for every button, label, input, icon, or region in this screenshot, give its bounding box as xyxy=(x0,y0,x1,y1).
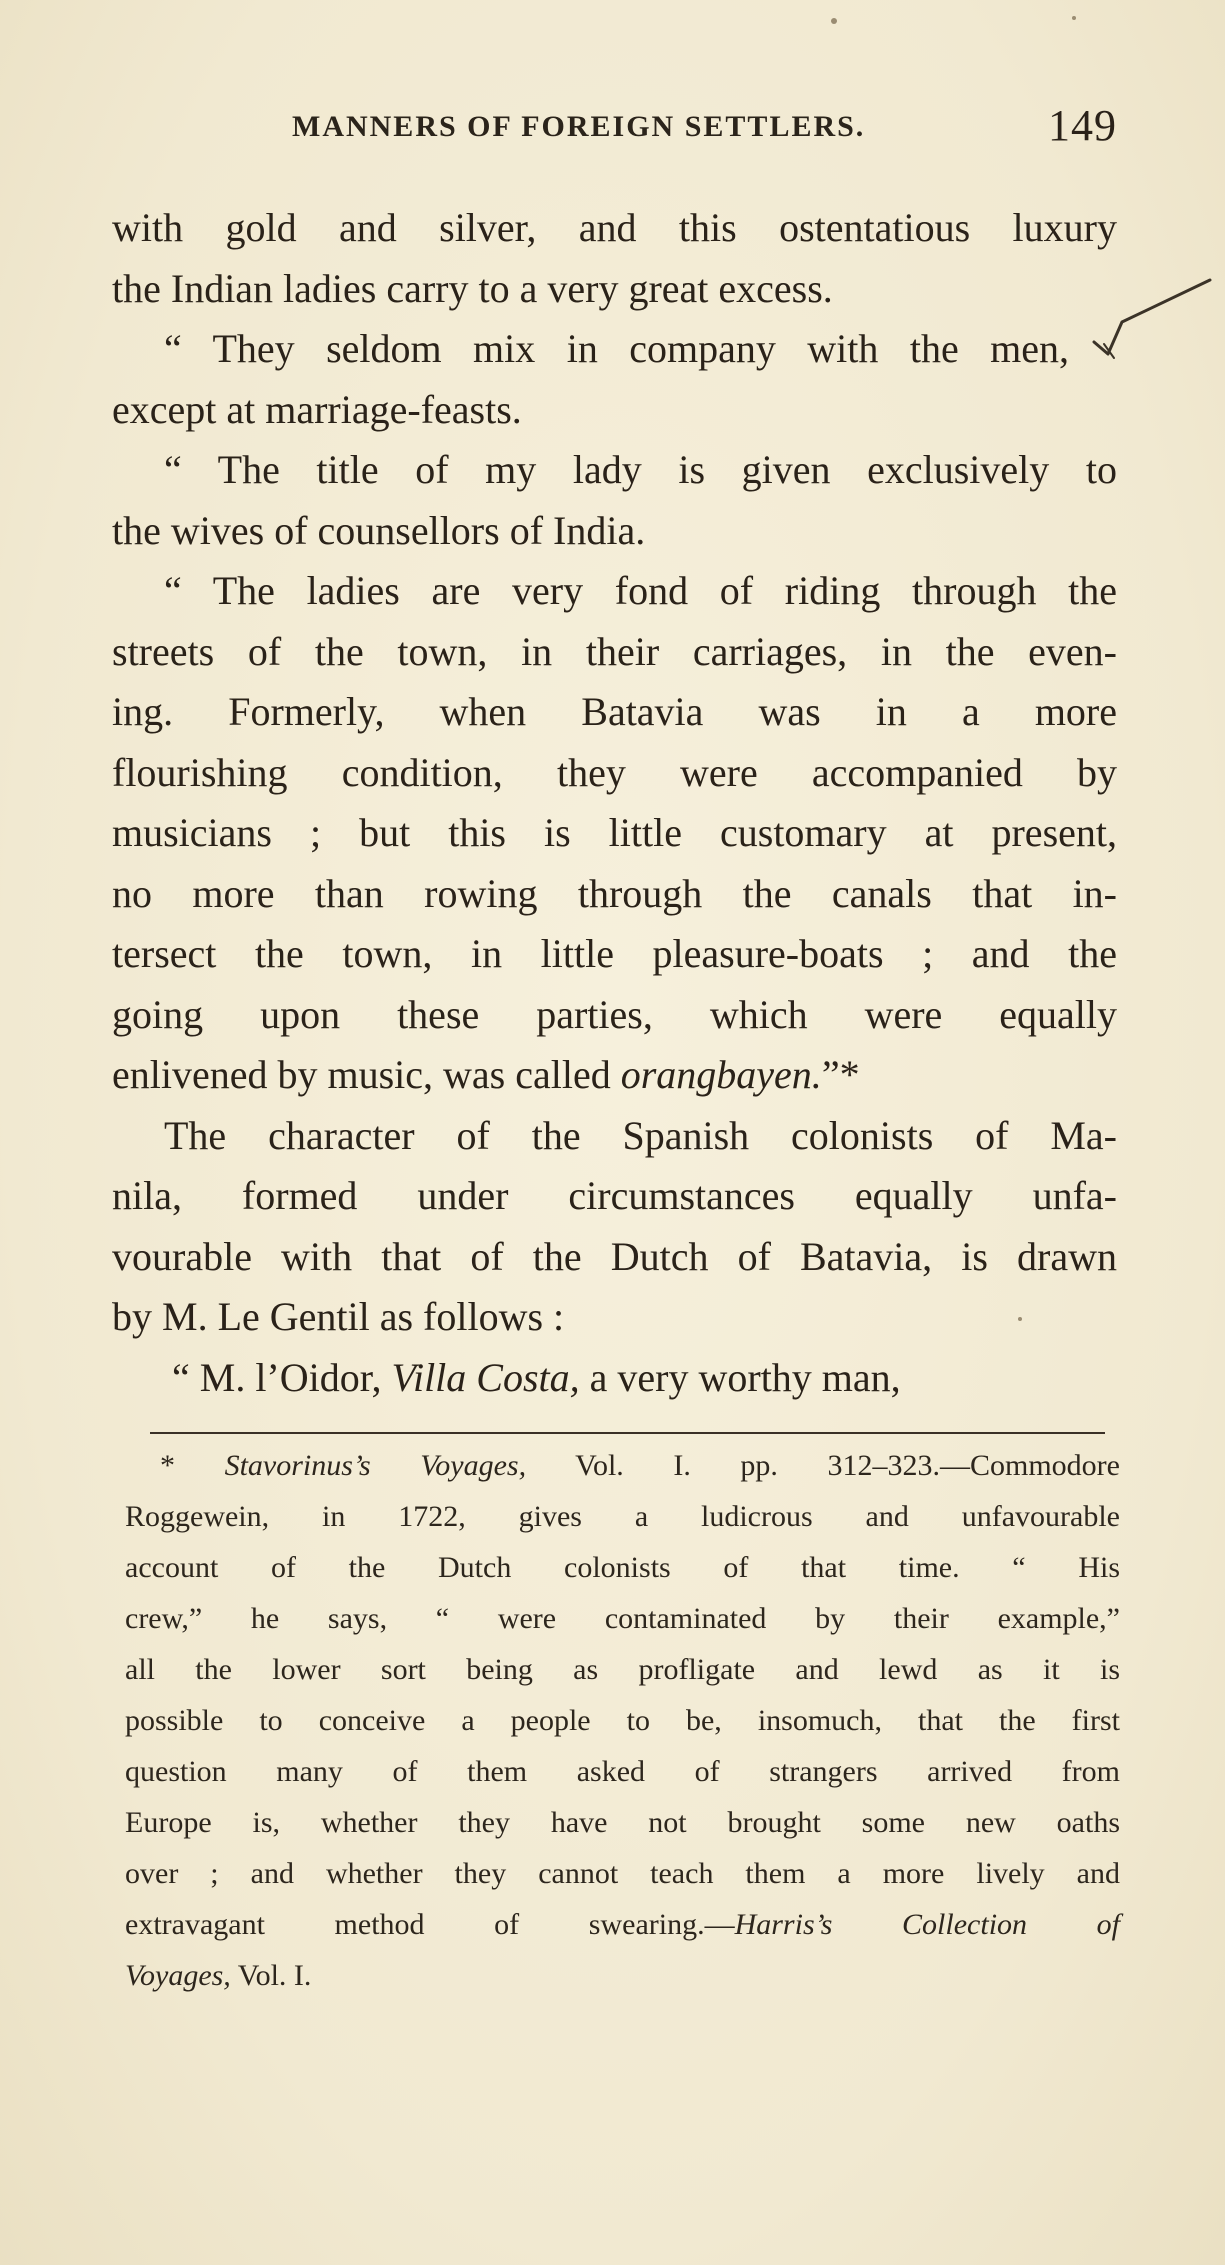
text-line: the wives of counsellors of India. xyxy=(112,507,646,553)
footnote-divider xyxy=(150,1432,1105,1434)
text-line: except at marriage-feasts. xyxy=(112,386,522,432)
footnote-line: possible to conceive a people to be, insomuch, that the first xyxy=(125,1704,1120,1737)
text-line: vourable with that of the Dutch of Batavia, is drawn xyxy=(112,1233,1117,1279)
footnote-line: Roggewein, in 1722, gives a ludicrous and unfavourable xyxy=(125,1500,1120,1533)
paper-speck xyxy=(831,18,837,24)
text-fragment: “ M. l’Oidor, xyxy=(172,1354,392,1400)
text-line: The character of the Spanish colonists of Ma- xyxy=(164,1112,1117,1158)
text-fragment: Vol. I. xyxy=(230,1959,312,1992)
footnote-line: crew,” he says, “ were contaminated by their example,” xyxy=(125,1602,1120,1635)
footnote-reference: ”* xyxy=(821,1052,860,1097)
text-line-orangbayen xyxy=(112,1045,1117,1106)
footnote-line: all the lower sort being as profligate and lewd as it is xyxy=(125,1653,1120,1686)
footnote-line: account of the Dutch colonists of that time. “ His xyxy=(125,1551,1120,1584)
text-line: with gold and silver, and this ostentatious luxury xyxy=(112,205,1117,250)
pencil-check-mark-icon xyxy=(1092,262,1212,382)
footnote-line xyxy=(125,1950,1120,2001)
page-number: 149 xyxy=(1048,101,1117,150)
text-line: nila, formed under circumstances equally unfa- xyxy=(112,1173,1117,1218)
footnote-line xyxy=(125,1899,1120,1950)
footnote-line: question many of them asked of strangers arrived from xyxy=(125,1755,1120,1788)
italic-term: orangbayen. xyxy=(620,1052,822,1097)
text-line: “ The ladies are very fond of riding through the xyxy=(164,568,1117,613)
text-fragment: extravagant method of swearing.— xyxy=(125,1908,735,1941)
italic-title: Voyages, xyxy=(125,1959,231,1992)
text-line-villa-costa xyxy=(112,1348,1117,1409)
text-fragment: enlivened by music, was called xyxy=(112,1052,621,1097)
paper-speck xyxy=(1018,1317,1022,1321)
running-head: MANNERS OF FOREIGN SETTLERS. xyxy=(292,110,866,143)
text-line: ing. Formerly, when Batavia was in a more xyxy=(112,689,1117,734)
text-line: going upon these parties, which were equally xyxy=(112,991,1117,1037)
text-line: the Indian ladies carry to a very great excess. xyxy=(112,265,833,311)
text-line: by M. Le Gentil as follows : xyxy=(112,1294,565,1339)
text-line: tersect the town, in little pleasure-boats ; and the xyxy=(112,931,1117,976)
italic-title: Harris’s Collection of xyxy=(734,1908,1120,1941)
footnote xyxy=(125,1440,1120,2001)
footnote-line: over ; and whether they cannot teach them a more lively and xyxy=(125,1857,1120,1890)
text-line: no more than rowing through the canals that in- xyxy=(112,870,1117,916)
text-line: musicians ; but this is little customary at present, xyxy=(112,810,1117,855)
main-text xyxy=(112,198,1117,1408)
footnote-marker: * xyxy=(160,1449,225,1482)
text-line: “ They seldom mix in company with the men, xyxy=(164,326,1069,371)
italic-name: Villa Costa, xyxy=(391,1354,580,1400)
italic-title: Stavorinus’s Voyages, xyxy=(224,1449,527,1482)
paper-speck xyxy=(1072,16,1076,20)
footnote-line xyxy=(125,1440,1120,1491)
text-line: “ The title of my lady is given exclusively to xyxy=(164,447,1117,492)
text-line: flourishing condition, they were accompanied by xyxy=(112,749,1117,795)
text-fragment: Vol. I. pp. 312–323.—Commodore xyxy=(526,1449,1120,1482)
page-header xyxy=(112,96,1117,156)
text-line: streets of the town, in their carriages, in the even- xyxy=(112,628,1117,674)
footnote-line: Europe is, whether they have not brought some new oaths xyxy=(125,1806,1120,1839)
text-fragment: a very worthy man, xyxy=(579,1354,901,1400)
